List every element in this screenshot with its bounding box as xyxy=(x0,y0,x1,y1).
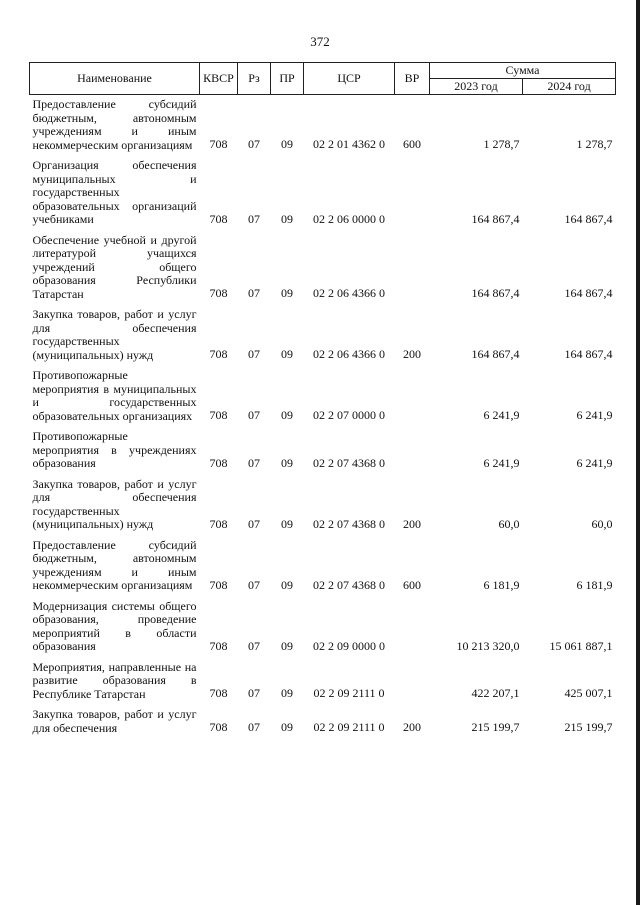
row-sum-2024: 60,0 xyxy=(591,516,613,531)
row-rz: 07 xyxy=(248,577,260,592)
header-2024: 2024 год xyxy=(523,79,616,95)
row-name: Противопожарные мероприятия в муниципальных и государственных образовательных организациях xyxy=(32,368,197,423)
row-sum-2023: 6 241,9 xyxy=(483,408,520,422)
row-kvsr: 708 xyxy=(209,638,228,653)
row-sum-2023: 10 213 320,0 xyxy=(456,638,520,653)
table-row xyxy=(30,305,616,366)
table-row xyxy=(30,658,616,706)
row-name: Мероприятия, направленные на развитие образования в Республике Татарстан xyxy=(32,659,197,701)
header-2023: 2023 год xyxy=(430,79,523,95)
page-number: 372 xyxy=(310,34,330,49)
row-pr: 09 xyxy=(281,577,293,592)
row-kvsr: 708 xyxy=(209,720,228,734)
row-kvsr: 708 xyxy=(209,686,228,700)
row-vr: 200 xyxy=(403,720,421,734)
table-row xyxy=(30,536,616,597)
table-row xyxy=(30,427,616,475)
row-name: Закупка товаров, работ и услуг для обеспечения государственных (муниципальных) нужд xyxy=(32,307,197,362)
row-csr: 02 2 09 2111 0 xyxy=(313,720,385,734)
row-rz: 07 xyxy=(248,720,260,734)
row-pr: 09 xyxy=(281,516,293,531)
row-vr xyxy=(395,597,430,658)
row-kvsr: 708 xyxy=(209,286,228,300)
row-sum-2023: 1 278,7 xyxy=(483,137,520,151)
table-row xyxy=(30,156,616,231)
row-rz: 07 xyxy=(248,408,260,422)
row-rz: 07 xyxy=(248,516,260,531)
row-rz: 07 xyxy=(248,286,260,300)
row-name: Закупка товаров, работ и услуг для обеспечения xyxy=(32,707,197,735)
header-kvsr: КВСР xyxy=(200,63,238,95)
row-kvsr: 708 xyxy=(209,137,228,151)
row-sum-2024: 164 867,4 xyxy=(564,286,613,300)
row-kvsr: 708 xyxy=(209,516,228,531)
scan-edge xyxy=(636,0,640,905)
row-sum-2023: 164 867,4 xyxy=(471,286,520,300)
row-csr: 02 2 06 4366 0 xyxy=(313,286,385,300)
row-pr: 09 xyxy=(281,137,293,151)
row-name: Обеспечение учебной и другой литературой учащихся учреждений общего образования Республики Татарстан xyxy=(32,232,197,301)
header-vr: ВР xyxy=(395,63,430,95)
row-pr: 09 xyxy=(281,686,293,700)
table-row xyxy=(30,597,616,658)
row-pr: 09 xyxy=(281,720,293,734)
table-row xyxy=(30,705,616,739)
header-sum: Сумма xyxy=(430,63,616,79)
row-csr: 02 2 07 0000 0 xyxy=(313,408,385,422)
row-vr: 200 xyxy=(403,347,421,361)
row-name: Организация обеспечения муниципальных и государственных образовательных организаций учебниками xyxy=(32,158,197,226)
row-kvsr: 708 xyxy=(209,347,228,361)
row-vr: 600 xyxy=(403,137,421,151)
table-row xyxy=(30,95,616,157)
row-kvsr: 708 xyxy=(209,211,228,226)
row-vr xyxy=(395,658,430,706)
row-csr: 02 2 07 4368 0 xyxy=(313,455,385,470)
row-pr: 09 xyxy=(281,638,293,653)
header-rz: Рз xyxy=(238,63,271,95)
budget-table xyxy=(29,62,616,739)
row-vr xyxy=(395,427,430,475)
header-pr: ПР xyxy=(271,63,304,95)
row-csr: 02 2 09 2111 0 xyxy=(313,686,385,700)
row-sum-2023: 6 181,9 xyxy=(483,577,520,592)
row-vr xyxy=(395,156,430,231)
row-rz: 07 xyxy=(248,455,260,470)
row-sum-2023: 60,0 xyxy=(498,516,520,531)
row-sum-2023: 6 241,9 xyxy=(483,455,520,470)
table-body xyxy=(30,95,616,740)
table-row xyxy=(30,231,616,306)
row-sum-2024: 6 181,9 xyxy=(576,577,613,592)
row-sum-2023: 164 867,4 xyxy=(471,211,520,226)
row-sum-2023: 422 207,1 xyxy=(471,686,520,700)
row-name: Предоставление субсидий бюджетным, автономным учреждениям и иным некоммерческим организациям xyxy=(32,537,197,592)
row-sum-2024: 6 241,9 xyxy=(576,408,613,422)
table-row xyxy=(30,366,616,427)
table-row xyxy=(30,475,616,536)
row-vr xyxy=(395,231,430,306)
row-rz: 07 xyxy=(248,347,260,361)
row-sum-2024: 1 278,7 xyxy=(576,137,613,151)
row-csr: 02 2 07 4368 0 xyxy=(313,577,385,592)
row-csr: 02 2 06 4366 0 xyxy=(313,347,385,361)
row-sum-2023: 215 199,7 xyxy=(471,720,520,734)
row-rz: 07 xyxy=(248,137,260,151)
row-vr: 600 xyxy=(403,577,421,592)
row-csr: 02 2 06 0000 0 xyxy=(313,211,385,226)
row-pr: 09 xyxy=(281,286,293,300)
row-vr: 200 xyxy=(403,516,421,531)
row-name: Противопожарные мероприятия в учреждениях образования xyxy=(32,429,197,470)
row-kvsr: 708 xyxy=(209,455,228,470)
row-sum-2024: 215 199,7 xyxy=(564,720,613,734)
table-header xyxy=(30,63,616,95)
header-name: Наименование xyxy=(30,63,200,95)
row-pr: 09 xyxy=(281,347,293,361)
row-csr: 02 2 07 4368 0 xyxy=(313,516,385,531)
row-sum-2024: 15 061 887,1 xyxy=(549,638,613,653)
row-sum-2024: 164 867,4 xyxy=(564,211,613,226)
row-sum-2023: 164 867,4 xyxy=(471,347,520,361)
row-name: Закупка товаров, работ и услуг для обеспечения государственных (муниципальных) нужд xyxy=(32,476,197,531)
row-rz: 07 xyxy=(248,638,260,653)
row-name: Модернизация системы общего образования, проведение мероприятий в области образования xyxy=(32,598,197,653)
row-name: Предоставление субсидий бюджетным, автономным учреждениям и иным некоммерческим организациям xyxy=(32,97,197,152)
row-csr: 02 2 01 4362 0 xyxy=(313,137,385,151)
row-sum-2024: 6 241,9 xyxy=(576,455,613,470)
row-rz: 07 xyxy=(248,211,260,226)
row-pr: 09 xyxy=(281,408,293,422)
row-csr: 02 2 09 0000 0 xyxy=(313,638,385,653)
row-pr: 09 xyxy=(281,211,293,226)
row-kvsr: 708 xyxy=(209,577,228,592)
row-kvsr: 708 xyxy=(209,408,228,422)
row-sum-2024: 425 007,1 xyxy=(564,686,613,700)
row-rz: 07 xyxy=(248,686,260,700)
row-sum-2024: 164 867,4 xyxy=(564,347,613,361)
row-vr xyxy=(395,366,430,427)
row-pr: 09 xyxy=(281,455,293,470)
header-csr: ЦСР xyxy=(304,63,395,95)
